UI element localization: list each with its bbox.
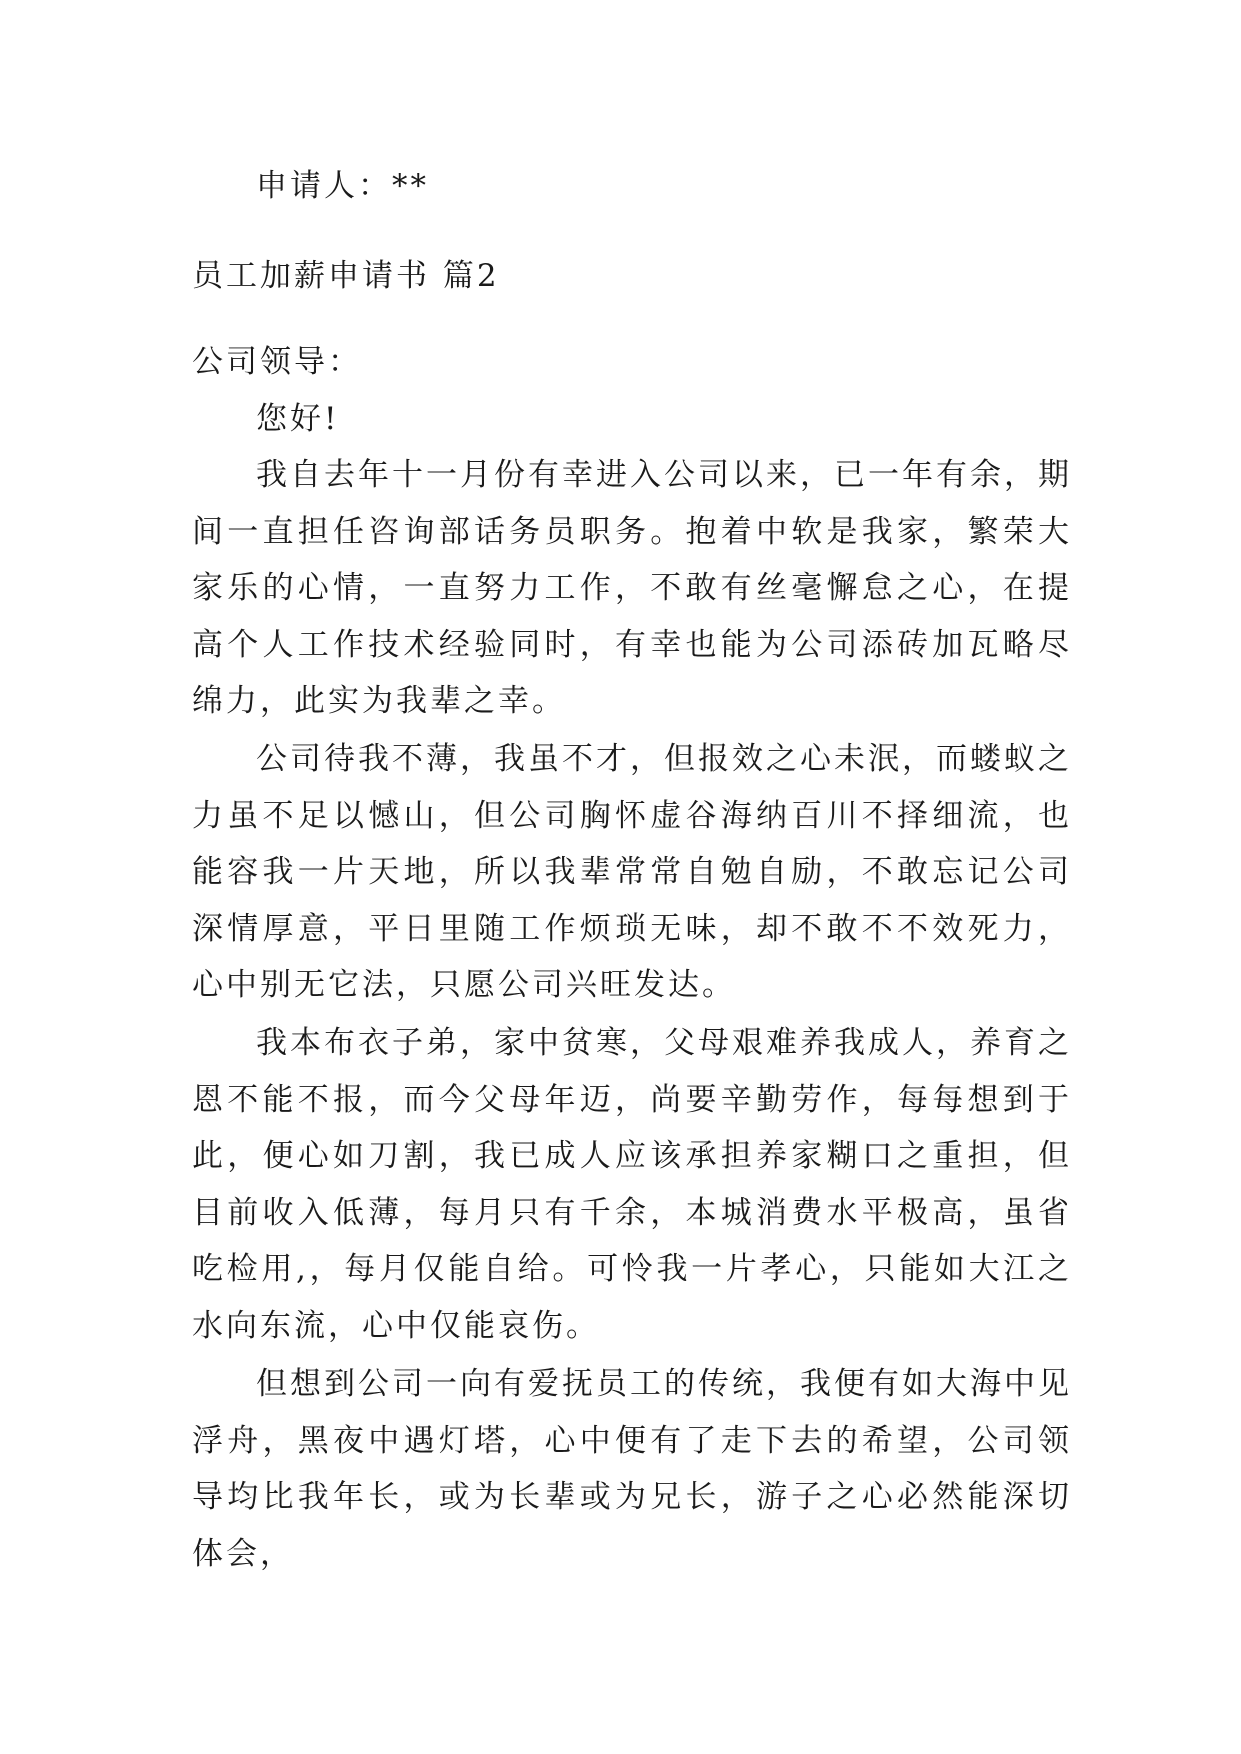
- greeting: 您好!: [256, 401, 340, 437]
- document-heading: 员工加薪申请书 篇2: [192, 258, 500, 294]
- paragraph-1: 我自去年十一月份有幸进入公司以来，已一年有余，期间一直担任咨询部话务员职务。抱着中软是我家，繁荣大家乐的心情，一直努力工作，不敢有丝毫懈怠之心，在提高个人工作技术经验同时，有幸也能为公司添砖加瓦略尽绵力，此实为我辈之幸。: [192, 457, 1072, 719]
- paragraph-2: 公司待我不薄，我虽不才，但报效之心未泯，而蝼蚁之力虽不足以憾山，但公司胸怀虚谷海纳百川不择细流，也能容我一片天地，所以我辈常常自勉自励，不敢忘记公司深情厚意，平日里随工作烦琐无味，却不敢不不效死力，心中别无它法，只愿公司兴旺发达。: [192, 741, 1072, 1003]
- applicant-line: 申请人：**: [256, 168, 429, 204]
- paragraph-3: 我本布衣子弟，家中贫寒，父母艰难养我成人，养育之恩不能不报，而今父母年迈，尚要辛勤劳作，每每想到于此，便心如刀割，我已成人应该承担养家糊口之重担，但目前收入低薄，每月只有千余，本城消费水平极高，虽省吃检用,，每月仅能自给。可怜我一片孝心，只能如大江之水向东流，心中仅能哀伤。: [192, 1025, 1072, 1344]
- paragraph-4: 但想到公司一向有爱抚员工的传统，我便有如大海中见浮舟，黑夜中遇灯塔，心中便有了走下去的希望，公司领导均比我年长，或为长辈或为兄长，游子之心必然能深切体会，: [192, 1366, 1072, 1572]
- salutation: 公司领导：: [192, 344, 362, 380]
